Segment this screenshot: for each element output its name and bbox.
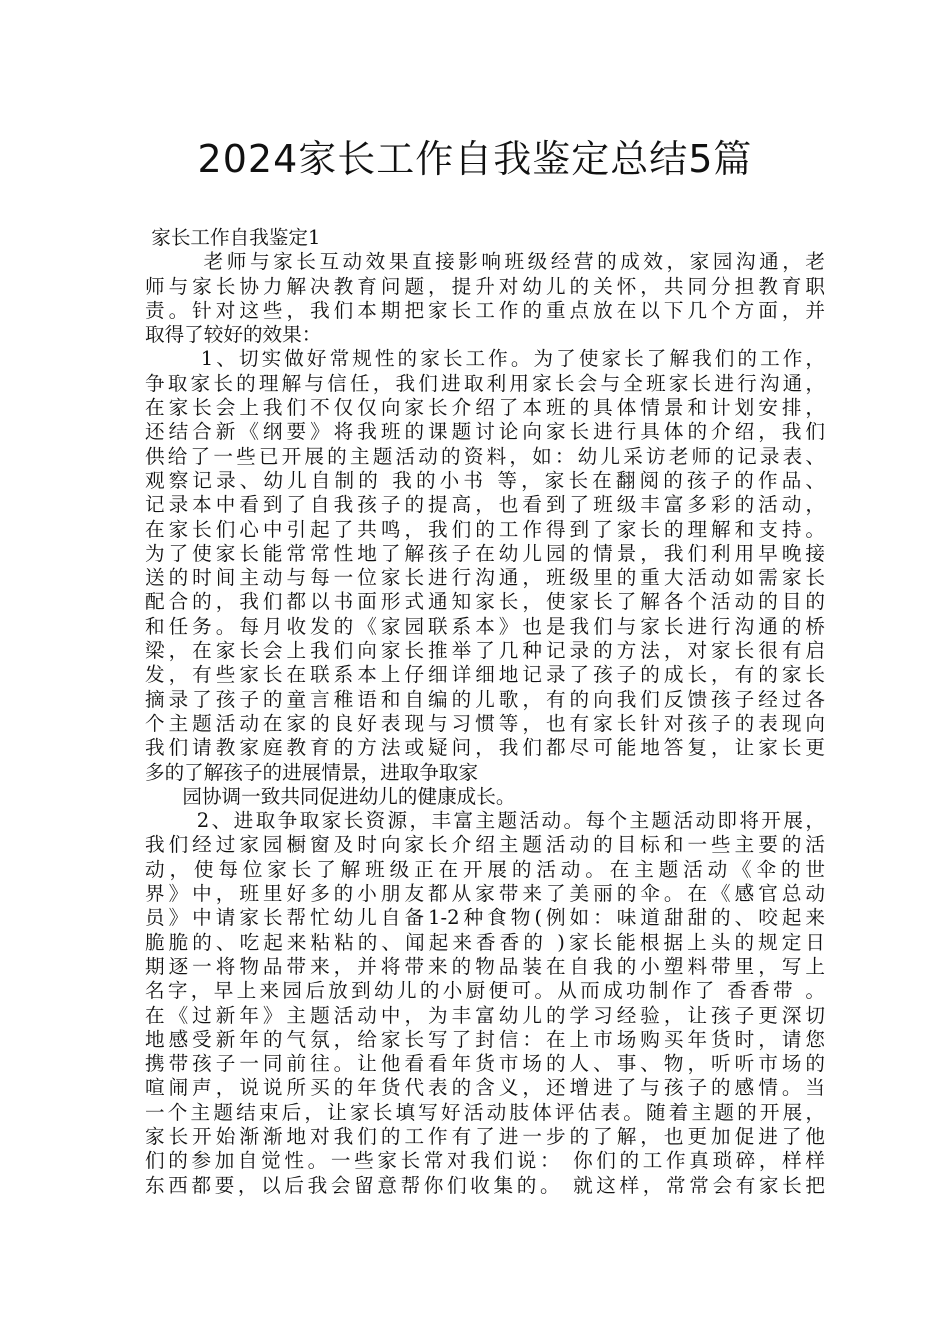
text-line: 们的参加自觉性。一些家长常对我们说： 你们的工作真琐碎，样样 bbox=[145, 1149, 825, 1173]
text-line: 一个主题结束后，让家长填写好活动肢体评估表。随着主题的开展， bbox=[145, 1100, 825, 1124]
text-line: 动，使每位家长了解班级正在开展的活动。在主题活动《伞的世 bbox=[145, 857, 825, 881]
text-line: 供给了一些已开展的主题活动的资料，如：幼儿采访老师的记录表、 bbox=[145, 444, 825, 468]
text-line: 多的了解孩子的进展情景，进取争取家 bbox=[145, 760, 479, 784]
text-line: 为了使家长能常常性地了解孩子在幼儿园的情景，我们利用早晚接 bbox=[145, 541, 825, 565]
text-line: 摘录了孩子的童言稚语和自编的儿歌，有的向我们反馈孩子经过各 bbox=[145, 687, 825, 711]
text-line: 配合的，我们都以书面形式通知家长，使家长了解各个活动的目的 bbox=[145, 590, 825, 614]
text-line: 师与家长协力解决教育问题，提升对幼儿的关怀，共同分担教育职 bbox=[145, 274, 825, 298]
text-line: 在家长会上我们不仅仅向家长介绍了本班的具体情景和计划安排， bbox=[145, 396, 825, 420]
text-line: 携带孩子一同前往。让他看看年货市场的人、事、物，听听市场的 bbox=[145, 1052, 825, 1076]
text-line: 员》中请家长帮忙幼儿自备1-2种食物(例如：味道甜甜的、咬起来 bbox=[145, 906, 825, 930]
text-line: 界》中，班里好多的小朋友都从家带来了美丽的伞。在《感官总动 bbox=[145, 882, 825, 906]
text-line: 在《过新年》主题活动中，为丰富幼儿的学习经验，让孩子更深切 bbox=[145, 1003, 825, 1027]
text-line: 我们经过家园橱窗及时向家长介绍主题活动的目标和一些主要的活 bbox=[145, 833, 825, 857]
text-line: 喧闹声，说说所买的年货代表的含义，还增进了与孩子的感情。当 bbox=[145, 1076, 825, 1100]
text-line: 在家长们心中引起了共鸣，我们的工作得到了家长的理解和支持。 bbox=[145, 517, 825, 541]
text-line: 发，有些家长在联系本上仔细详细地记录了孩子的成长，有的家长 bbox=[145, 663, 825, 687]
text-line: 名字，早上来园后放到幼儿的小厨便可。从而成功制作了 香香带 。 bbox=[145, 979, 825, 1003]
text-line: 脆脆的、吃起来粘粘的、闻起来香香的 )家长能根据上头的规定日 bbox=[145, 930, 825, 954]
text-line: 东西都要，以后我会留意帮你们收集的。 就这样，常常会有家长把 bbox=[145, 1173, 825, 1197]
text-line: 观察记录、幼儿自制的 我的小书 等，家长在翻阅的孩子的作品、 bbox=[145, 468, 825, 492]
text-line: 送的时间主动与每一位家长进行沟通，班级里的重大活动如需家长 bbox=[145, 566, 825, 590]
text-line: 记录本中看到了自我孩子的提高，也看到了班级丰富多彩的活动， bbox=[145, 493, 825, 517]
text-line: 老师与家长互动效果直接影响班级经营的成效，家园沟通，老 bbox=[145, 250, 825, 274]
text-line: 责。针对这些，我们本期把家长工作的重点放在以下几个方面，并 bbox=[145, 298, 825, 322]
text-line: 园协调一致共同促进幼儿的健康成长。 bbox=[145, 784, 516, 808]
text-line: 和任务。每月收发的《家园联系本》也是我们与家长进行沟通的桥 bbox=[145, 614, 825, 638]
text-line: 我们请教家庭教育的方法或疑问，我们都尽可能地答复，让家长更 bbox=[145, 736, 825, 760]
text-line: 家长开始渐渐地对我们的工作有了进一步的了解，也更加促进了他 bbox=[145, 1124, 825, 1148]
text-line: 地感受新年的气氛，给家长写了封信：在上市场购买年货时，请您 bbox=[145, 1027, 825, 1051]
text-line: 争取家长的理解与信任，我们进取利用家长会与全班家长进行沟通， bbox=[145, 371, 825, 395]
text-line: 梁，在家长会上我们向家长推举了几种记录的方法，对家长很有启 bbox=[145, 639, 825, 663]
text-line: 取得了较好的效果： bbox=[145, 323, 322, 347]
text-line: 个主题活动在家的良好表现与习惯等，也有家长针对孩子的表现向 bbox=[145, 711, 825, 735]
text-line: 2、进取争取家长资源，丰富主题活动。每个主题活动即将开展， bbox=[145, 809, 825, 833]
text-line: 还结合新《纲要》将我班的课题讨论向家长进行具体的介绍，我们 bbox=[145, 420, 825, 444]
text-line: 家长工作自我鉴定1 bbox=[145, 226, 321, 249]
text-line: 1、切实做好常规性的家长工作。为了使家长了解我们的工作， bbox=[145, 347, 825, 371]
document-body bbox=[145, 226, 825, 1198]
page-title: 2024家长工作自我鉴定总结5篇 bbox=[197, 137, 753, 181]
text-line: 期逐一将物品带来，并将带来的物品装在自我的小塑料带里，写上 bbox=[145, 954, 825, 978]
